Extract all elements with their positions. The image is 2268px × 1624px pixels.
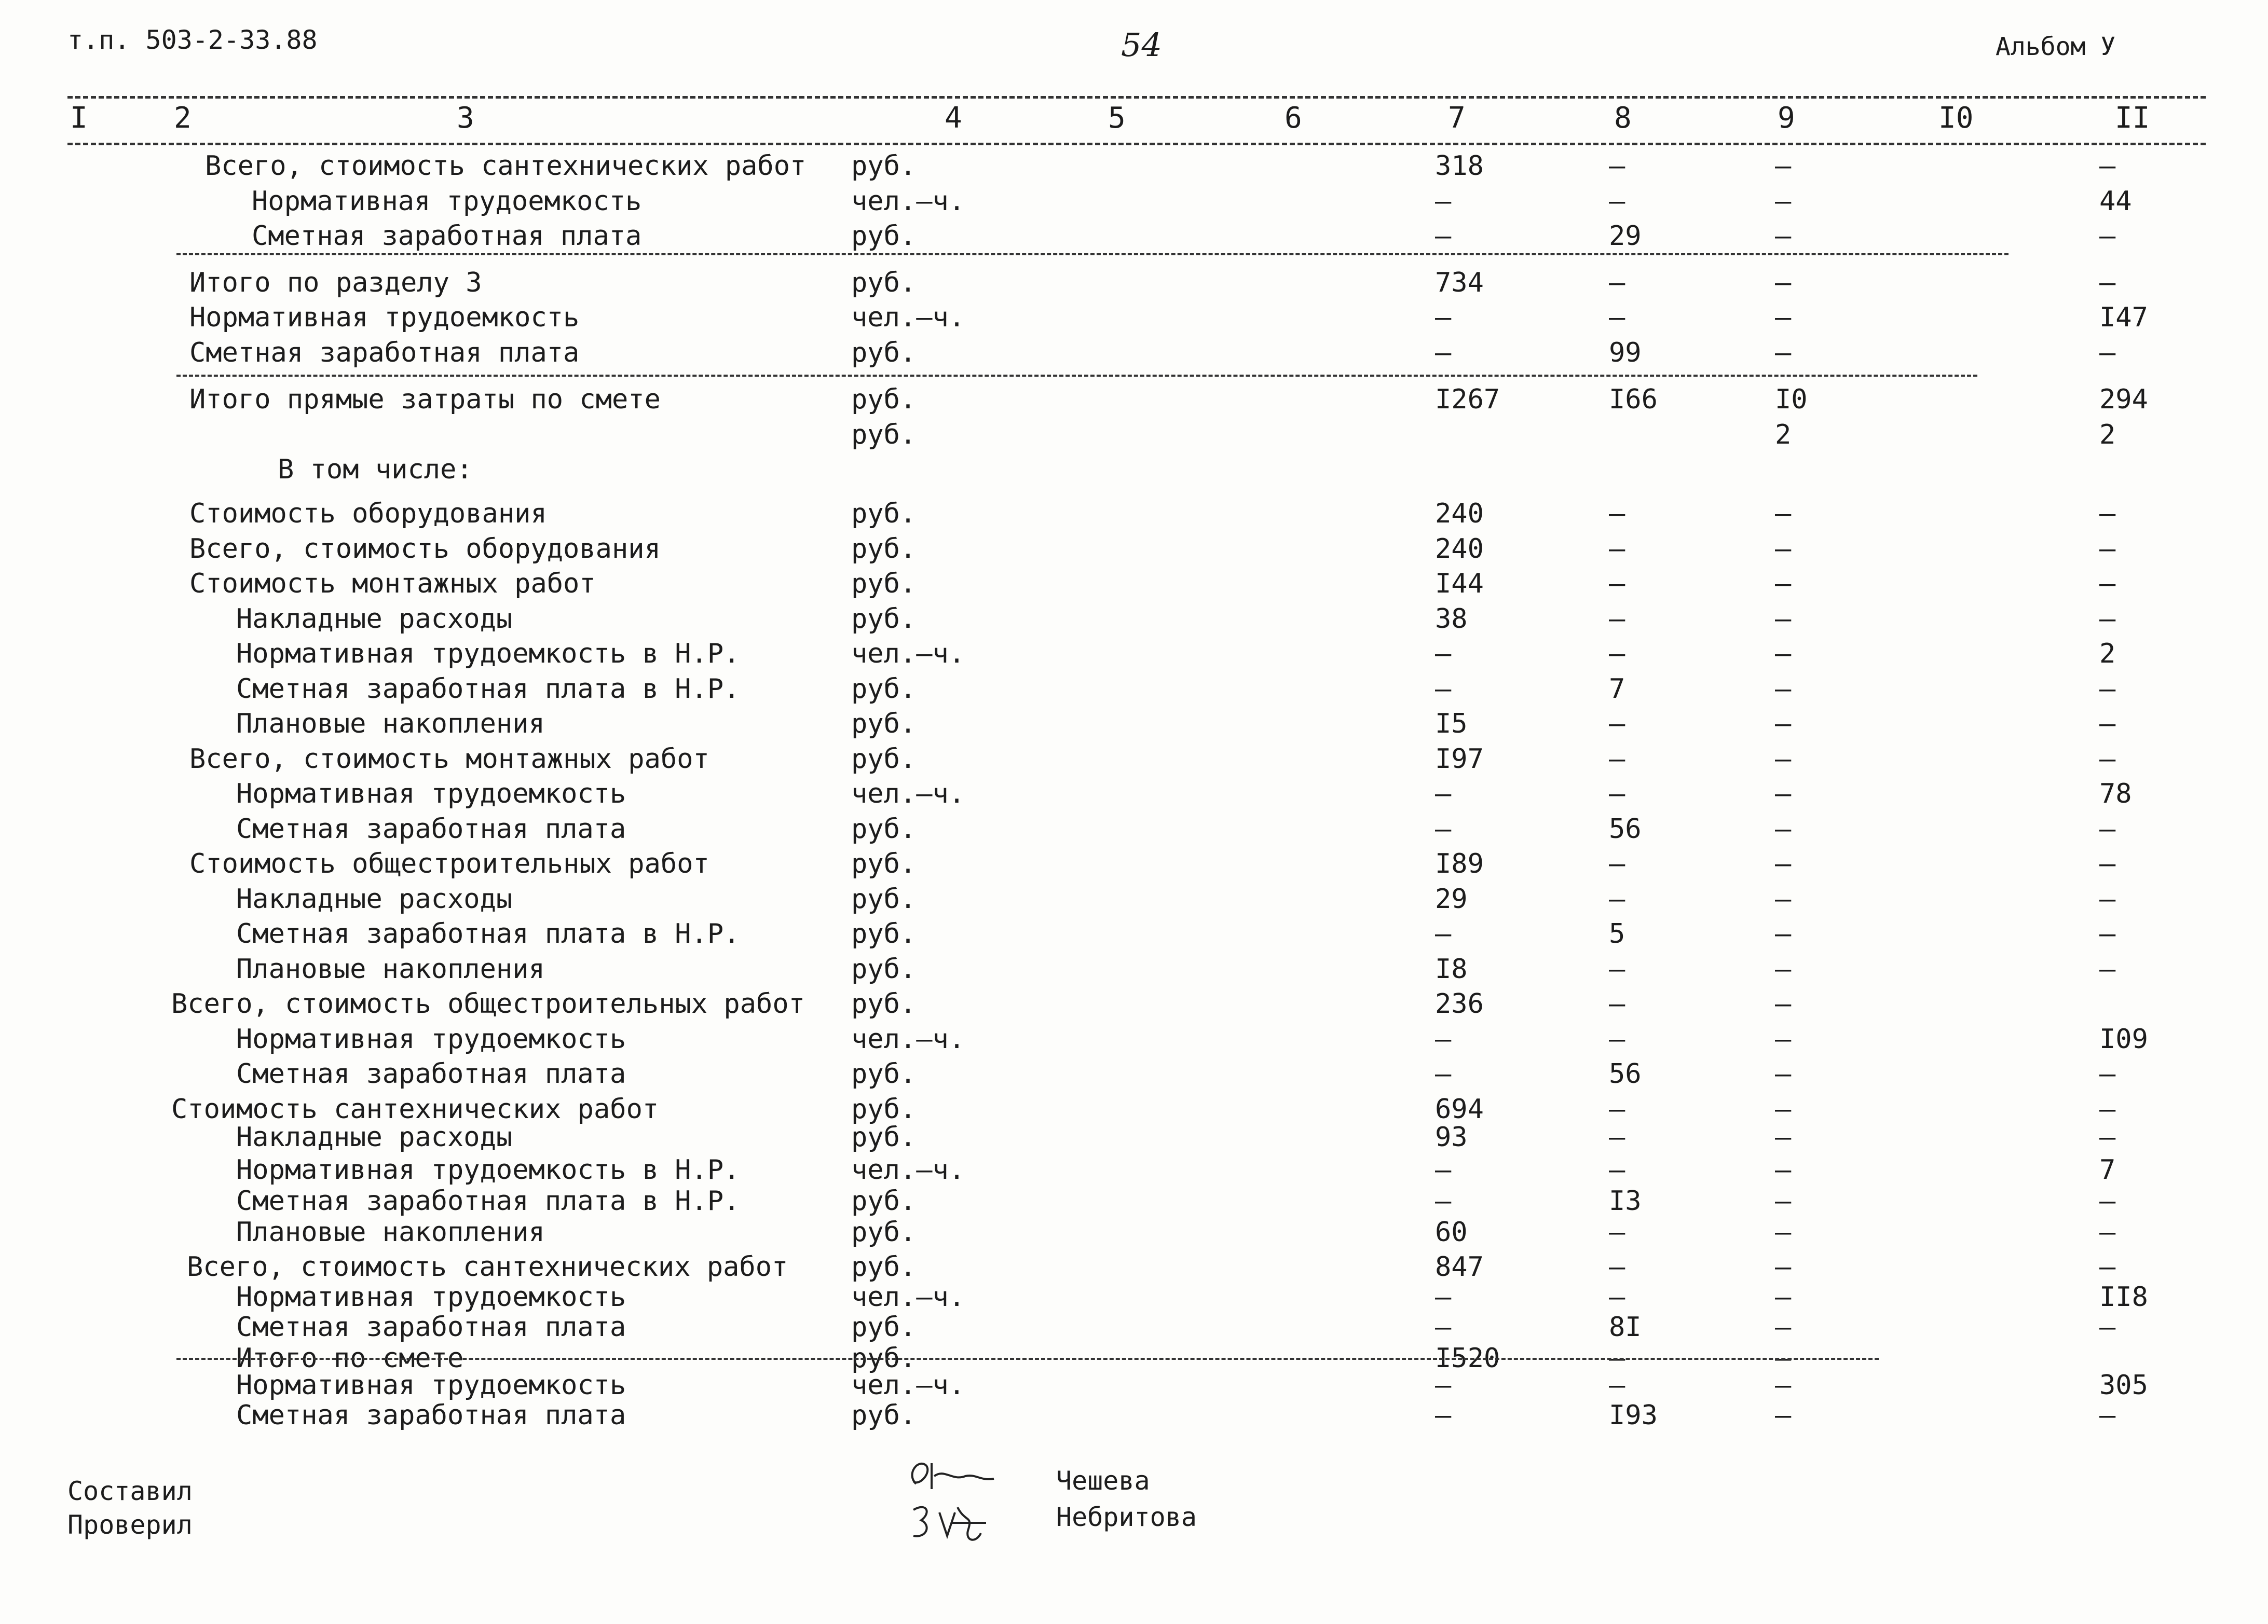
row-value-col9: – bbox=[1775, 1122, 1792, 1153]
row-label: Нормативная трудоемкость bbox=[236, 778, 626, 809]
row-value-col7: 847 bbox=[1435, 1251, 1484, 1283]
row-label: Сметная заработная плата bbox=[236, 814, 626, 845]
row-value-col11: – bbox=[2099, 150, 2116, 182]
row-value-col8: – bbox=[1609, 150, 1625, 182]
table-row bbox=[0, 1024, 2268, 1055]
table-row bbox=[0, 814, 2268, 845]
row-unit: чел.–ч. bbox=[851, 638, 965, 669]
table-row bbox=[0, 918, 2268, 949]
row-value-col8: I93 bbox=[1609, 1400, 1658, 1431]
row-label: Всего, стоимость оборудования bbox=[189, 533, 661, 565]
table-row bbox=[0, 267, 2268, 298]
row-label: Плановые накопления bbox=[236, 1217, 545, 1248]
section-divider bbox=[176, 1358, 1879, 1360]
row-value-col8: – bbox=[1609, 302, 1625, 333]
table-row bbox=[0, 533, 2268, 565]
row-value-col11: 2 bbox=[2099, 419, 2116, 450]
row-label: Нормативная трудоемкость bbox=[252, 186, 642, 217]
checked-by-label: Проверил bbox=[67, 1510, 193, 1540]
row-value-col7: – bbox=[1435, 814, 1452, 845]
row-value-col9: – bbox=[1775, 1217, 1792, 1248]
table-row bbox=[0, 744, 2268, 775]
row-unit: руб. bbox=[851, 568, 917, 599]
row-value-col7: – bbox=[1435, 778, 1452, 809]
row-label: Сметная заработная плата в Н.Р. bbox=[236, 918, 740, 949]
table-row bbox=[0, 848, 2268, 879]
row-label: Сметная заработная плата bbox=[189, 337, 580, 368]
row-unit: руб. bbox=[851, 708, 917, 739]
table-row bbox=[0, 884, 2268, 915]
row-value-col7: – bbox=[1435, 1282, 1452, 1313]
row-value-col7: – bbox=[1435, 1154, 1452, 1186]
row-value-col11: – bbox=[2099, 1094, 2116, 1125]
row-value-col8: I3 bbox=[1609, 1186, 1642, 1217]
row-value-col11: – bbox=[2099, 744, 2116, 775]
row-value-col7: – bbox=[1435, 1312, 1452, 1343]
row-value-col11: – bbox=[2099, 603, 2116, 635]
row-value-col11: – bbox=[2099, 568, 2116, 599]
row-value-col9: – bbox=[1775, 603, 1792, 635]
row-unit: руб. bbox=[851, 419, 917, 450]
row-value-col7: – bbox=[1435, 1058, 1452, 1090]
row-value-col9: – bbox=[1775, 150, 1792, 182]
row-value-col11: – bbox=[2099, 498, 2116, 529]
row-label: Накладные расходы bbox=[236, 884, 513, 915]
row-value-col7: – bbox=[1435, 1400, 1452, 1431]
row-value-col11: – bbox=[2099, 708, 2116, 739]
row-unit: руб. bbox=[851, 673, 917, 705]
table-row bbox=[0, 1154, 2268, 1186]
row-value-col8: – bbox=[1609, 954, 1625, 985]
table-row bbox=[0, 1282, 2268, 1313]
row-value-col9: – bbox=[1775, 1343, 1792, 1374]
row-unit: руб. bbox=[851, 1400, 917, 1431]
row-label: Накладные расходы bbox=[236, 603, 513, 635]
table-row bbox=[0, 1217, 2268, 1248]
row-value-col9: – bbox=[1775, 186, 1792, 217]
row-value-col8: – bbox=[1609, 638, 1625, 669]
row-label: Плановые накопления bbox=[236, 708, 545, 739]
row-value-col9: – bbox=[1775, 988, 1792, 1020]
table-row bbox=[0, 302, 2268, 333]
column-number: 8 bbox=[1614, 101, 1632, 135]
row-value-col8: – bbox=[1609, 498, 1625, 529]
row-value-col8: – bbox=[1609, 1343, 1625, 1374]
compiled-by-name: Чешева bbox=[1056, 1466, 1150, 1496]
row-value-col7: 60 bbox=[1435, 1217, 1468, 1248]
table-row bbox=[0, 221, 2268, 252]
table-row bbox=[0, 419, 2268, 450]
section-divider bbox=[176, 253, 2009, 255]
row-value-col11: I09 bbox=[2099, 1024, 2148, 1055]
column-number: 5 bbox=[1108, 101, 1126, 135]
row-value-col9: – bbox=[1775, 1312, 1792, 1343]
row-label: Сметная заработная плата bbox=[236, 1312, 626, 1343]
table-row bbox=[0, 337, 2268, 368]
table-row bbox=[0, 568, 2268, 599]
row-value-col9: – bbox=[1775, 533, 1792, 565]
row-value-col11: – bbox=[2099, 1122, 2116, 1153]
column-number: I0 bbox=[1938, 101, 1974, 135]
table-row bbox=[0, 1312, 2268, 1343]
row-value-col11: – bbox=[2099, 1217, 2116, 1248]
row-unit: чел.–ч. bbox=[851, 302, 965, 333]
row-label: В том числе: bbox=[278, 454, 473, 485]
table-row bbox=[0, 603, 2268, 635]
table-row bbox=[0, 1122, 2268, 1153]
row-value-col7: – bbox=[1435, 302, 1452, 333]
row-value-col8: – bbox=[1609, 1251, 1625, 1283]
row-value-col7: 318 bbox=[1435, 150, 1484, 182]
row-value-col11: 294 bbox=[2099, 384, 2148, 415]
row-unit: руб. bbox=[851, 884, 917, 915]
row-unit: руб. bbox=[851, 918, 917, 949]
row-value-col11: II8 bbox=[2099, 1282, 2148, 1313]
row-value-col7: – bbox=[1435, 638, 1452, 669]
row-unit: руб. bbox=[851, 1094, 917, 1125]
row-value-col8: – bbox=[1609, 533, 1625, 565]
row-value-col9: – bbox=[1775, 1400, 1792, 1431]
row-value-col7: 38 bbox=[1435, 603, 1468, 635]
row-unit: руб. bbox=[851, 1217, 917, 1248]
row-value-col7: 240 bbox=[1435, 498, 1484, 529]
row-value-col7: 29 bbox=[1435, 884, 1468, 915]
row-label: Сметная заработная плата в Н.Р. bbox=[236, 673, 740, 705]
row-value-col8: – bbox=[1609, 1217, 1625, 1248]
row-label: Накладные расходы bbox=[236, 1122, 513, 1153]
row-value-col9: – bbox=[1775, 267, 1792, 298]
row-value-col9: – bbox=[1775, 744, 1792, 775]
row-value-col8: 56 bbox=[1609, 1058, 1642, 1090]
row-value-col7: I89 bbox=[1435, 848, 1484, 879]
row-value-col7: I44 bbox=[1435, 568, 1484, 599]
header-bottom-rule bbox=[67, 143, 2206, 145]
row-value-col11: – bbox=[2099, 1400, 2116, 1431]
row-unit: руб. bbox=[851, 221, 917, 252]
row-value-col11: – bbox=[2099, 848, 2116, 879]
table-row bbox=[0, 186, 2268, 217]
row-unit: чел.–ч. bbox=[851, 1024, 965, 1055]
row-value-col9: – bbox=[1775, 954, 1792, 985]
row-value-col9: – bbox=[1775, 814, 1792, 845]
row-value-col7: – bbox=[1435, 673, 1452, 705]
table-row bbox=[0, 1400, 2268, 1431]
column-number: II bbox=[2115, 101, 2150, 135]
row-unit: чел.–ч. bbox=[851, 1370, 965, 1401]
row-unit: руб. bbox=[851, 267, 917, 298]
row-value-col11: – bbox=[2099, 221, 2116, 252]
table-row bbox=[0, 1186, 2268, 1217]
row-value-col11: – bbox=[2099, 814, 2116, 845]
row-value-col7: – bbox=[1435, 1370, 1452, 1401]
table-row bbox=[0, 708, 2268, 739]
row-unit: руб. bbox=[851, 1186, 917, 1217]
row-value-col8: – bbox=[1609, 1024, 1625, 1055]
row-label: Сметная заработная плата bbox=[236, 1400, 626, 1431]
table-row bbox=[0, 498, 2268, 529]
row-unit: чел.–ч. bbox=[851, 1154, 965, 1186]
row-value-col11: 2 bbox=[2099, 638, 2116, 669]
row-value-col11: 7 bbox=[2099, 1154, 2116, 1186]
row-value-col9: – bbox=[1775, 1370, 1792, 1401]
handwritten-signature-compiled bbox=[903, 1453, 1007, 1499]
row-value-col11: – bbox=[2099, 673, 2116, 705]
row-value-col9: – bbox=[1775, 918, 1792, 949]
row-value-col9: – bbox=[1775, 708, 1792, 739]
row-value-col8: 56 bbox=[1609, 814, 1642, 845]
row-value-col7: – bbox=[1435, 337, 1452, 368]
row-value-col11: 44 bbox=[2099, 186, 2132, 217]
row-value-col11: – bbox=[2099, 1312, 2116, 1343]
row-unit: руб. bbox=[851, 533, 917, 565]
section-divider bbox=[176, 375, 1977, 377]
row-unit: чел.–ч. bbox=[851, 186, 965, 217]
row-value-col8: – bbox=[1609, 1154, 1625, 1186]
row-value-col9: – bbox=[1775, 568, 1792, 599]
row-unit: руб. bbox=[851, 603, 917, 635]
column-number: I bbox=[70, 101, 88, 135]
row-label: Всего, стоимость монтажных работ bbox=[189, 744, 709, 775]
row-value-col7: I5 bbox=[1435, 708, 1468, 739]
row-value-col9: – bbox=[1775, 1058, 1792, 1090]
column-number: 7 bbox=[1448, 101, 1466, 135]
column-number: 6 bbox=[1285, 101, 1302, 135]
table-row bbox=[0, 638, 2268, 669]
row-value-col7: – bbox=[1435, 186, 1452, 217]
row-value-col8: – bbox=[1609, 1122, 1625, 1153]
row-unit: руб. bbox=[851, 384, 917, 415]
row-value-col11: 305 bbox=[2099, 1370, 2148, 1401]
row-value-col9: – bbox=[1775, 848, 1792, 879]
row-value-col8: – bbox=[1609, 186, 1625, 217]
row-value-col8: I66 bbox=[1609, 384, 1658, 415]
row-label: Всего, стоимость сантехнических работ bbox=[187, 1251, 788, 1283]
row-value-col8: – bbox=[1609, 848, 1625, 879]
row-value-col7: I97 bbox=[1435, 744, 1484, 775]
table-row bbox=[0, 150, 2268, 182]
row-label: Сметная заработная плата bbox=[236, 1058, 626, 1090]
column-number: 4 bbox=[945, 101, 962, 135]
row-value-col9: – bbox=[1775, 302, 1792, 333]
row-value-col7: – bbox=[1435, 918, 1452, 949]
row-value-col9: – bbox=[1775, 1154, 1792, 1186]
row-label: Итого по смете bbox=[236, 1343, 464, 1374]
row-label: Нормативная трудоемкость bbox=[189, 302, 580, 333]
row-value-col8: – bbox=[1609, 267, 1625, 298]
row-unit: руб. bbox=[851, 1343, 917, 1374]
row-value-col8: – bbox=[1609, 744, 1625, 775]
row-value-col7: I8 bbox=[1435, 954, 1468, 985]
row-value-col11: – bbox=[2099, 1251, 2116, 1283]
row-value-col8: – bbox=[1609, 1282, 1625, 1313]
row-value-col8: – bbox=[1609, 884, 1625, 915]
row-unit: руб. bbox=[851, 1251, 917, 1283]
row-label: Стоимость общестроительных работ bbox=[189, 848, 709, 879]
row-label: Нормативная трудоемкость bbox=[236, 1370, 626, 1401]
row-unit: чел.–ч. bbox=[851, 1282, 965, 1313]
row-label: Плановые накопления bbox=[236, 954, 545, 985]
checked-by-name: Небритова bbox=[1056, 1502, 1197, 1532]
row-value-col7: 694 bbox=[1435, 1094, 1484, 1125]
row-value-col8: – bbox=[1609, 778, 1625, 809]
table-row bbox=[0, 673, 2268, 705]
row-value-col8: – bbox=[1609, 708, 1625, 739]
row-value-col8: – bbox=[1609, 603, 1625, 635]
row-unit: руб. bbox=[851, 954, 917, 985]
table-row bbox=[0, 778, 2268, 809]
row-value-col9: I0 bbox=[1775, 384, 1808, 415]
table-row bbox=[0, 1058, 2268, 1090]
row-unit: руб. bbox=[851, 814, 917, 845]
row-value-col9: – bbox=[1775, 1251, 1792, 1283]
row-value-col9: – bbox=[1775, 638, 1792, 669]
row-value-col11: – bbox=[2099, 267, 2116, 298]
row-label: Стоимость оборудования bbox=[189, 498, 547, 529]
row-label: Стоимость сантехнических работ bbox=[171, 1094, 659, 1125]
row-label: Итого прямые затраты по смете bbox=[189, 384, 661, 415]
row-label: Всего, стоимость сантехнических работ bbox=[205, 150, 807, 182]
row-value-col11: – bbox=[2099, 1186, 2116, 1217]
row-value-col9: – bbox=[1775, 1094, 1792, 1125]
row-value-col9: – bbox=[1775, 673, 1792, 705]
row-unit: чел.–ч. bbox=[851, 778, 965, 809]
row-unit: руб. bbox=[851, 744, 917, 775]
row-label: Нормативная трудоемкость bbox=[236, 1024, 626, 1055]
row-value-col11: I47 bbox=[2099, 302, 2148, 333]
row-value-col9: – bbox=[1775, 1186, 1792, 1217]
table-row bbox=[0, 954, 2268, 985]
column-number: 9 bbox=[1778, 101, 1795, 135]
table-row bbox=[0, 988, 2268, 1020]
header-top-rule bbox=[67, 96, 2206, 99]
row-value-col11: – bbox=[2099, 918, 2116, 949]
row-value-col8: 99 bbox=[1609, 337, 1642, 368]
row-value-col11: – bbox=[2099, 337, 2116, 368]
document-code: т.п. 503-2-33.88 bbox=[67, 25, 318, 55]
row-value-col7: – bbox=[1435, 221, 1452, 252]
table-row bbox=[0, 384, 2268, 415]
row-unit: руб. bbox=[851, 1122, 917, 1153]
row-value-col8: – bbox=[1609, 1370, 1625, 1401]
row-value-col8: 29 bbox=[1609, 221, 1642, 252]
table-row bbox=[0, 1251, 2268, 1283]
row-value-col8: – bbox=[1609, 1094, 1625, 1125]
album-label: Альбом У bbox=[1996, 32, 2116, 61]
row-value-col9: – bbox=[1775, 778, 1792, 809]
row-value-col9: – bbox=[1775, 337, 1792, 368]
row-label: Сметная заработная плата bbox=[252, 221, 642, 252]
table-row bbox=[0, 1370, 2268, 1401]
row-value-col11: – bbox=[2099, 954, 2116, 985]
row-value-col11: – bbox=[2099, 1058, 2116, 1090]
row-value-col8: 8I bbox=[1609, 1312, 1642, 1343]
row-value-col9: – bbox=[1775, 1024, 1792, 1055]
row-unit: руб. bbox=[851, 848, 917, 879]
row-value-col8: – bbox=[1609, 988, 1625, 1020]
row-value-col7: I520 bbox=[1435, 1343, 1500, 1374]
row-label: Нормативная трудоемкость bbox=[236, 1282, 626, 1313]
column-number: 3 bbox=[457, 101, 474, 135]
row-value-col9: – bbox=[1775, 221, 1792, 252]
row-value-col11: – bbox=[2099, 533, 2116, 565]
compiled-by-label: Составил bbox=[67, 1476, 193, 1506]
row-label: Нормативная трудоемкость в Н.Р. bbox=[236, 1154, 740, 1186]
column-number: 2 bbox=[174, 101, 192, 135]
table-row bbox=[0, 1094, 2268, 1125]
row-unit: руб. bbox=[851, 1058, 917, 1090]
row-label: Всего, стоимость общестроительных работ bbox=[171, 988, 805, 1020]
row-value-col7: 93 bbox=[1435, 1122, 1468, 1153]
row-value-col7: 734 bbox=[1435, 267, 1484, 298]
row-value-col11: 78 bbox=[2099, 778, 2132, 809]
row-unit: руб. bbox=[851, 150, 917, 182]
row-unit: руб. bbox=[851, 498, 917, 529]
row-value-col9: – bbox=[1775, 884, 1792, 915]
row-label: Нормативная трудоемкость в Н.Р. bbox=[236, 638, 740, 669]
page-number: 54 bbox=[1121, 26, 1162, 64]
row-value-col9: 2 bbox=[1775, 419, 1792, 450]
row-value-col7: – bbox=[1435, 1024, 1452, 1055]
row-label: Сметная заработная плата в Н.Р. bbox=[236, 1186, 740, 1217]
row-value-col7: – bbox=[1435, 1186, 1452, 1217]
row-unit: руб. bbox=[851, 1312, 917, 1343]
row-value-col8: – bbox=[1609, 568, 1625, 599]
row-label: Стоимость монтажных работ bbox=[189, 568, 596, 599]
row-value-col9: – bbox=[1775, 1282, 1792, 1313]
row-unit: руб. bbox=[851, 337, 917, 368]
row-label: Итого по разделу 3 bbox=[189, 267, 482, 298]
row-value-col8: 7 bbox=[1609, 673, 1625, 705]
row-value-col7: 240 bbox=[1435, 533, 1484, 565]
row-value-col11: – bbox=[2099, 884, 2116, 915]
row-value-col7: 236 bbox=[1435, 988, 1484, 1020]
row-value-col8: 5 bbox=[1609, 918, 1625, 949]
row-value-col9: – bbox=[1775, 498, 1792, 529]
table-row bbox=[0, 454, 2268, 485]
row-value-col7: I267 bbox=[1435, 384, 1500, 415]
handwritten-signature-checked bbox=[903, 1494, 1007, 1551]
row-unit: руб. bbox=[851, 988, 917, 1020]
